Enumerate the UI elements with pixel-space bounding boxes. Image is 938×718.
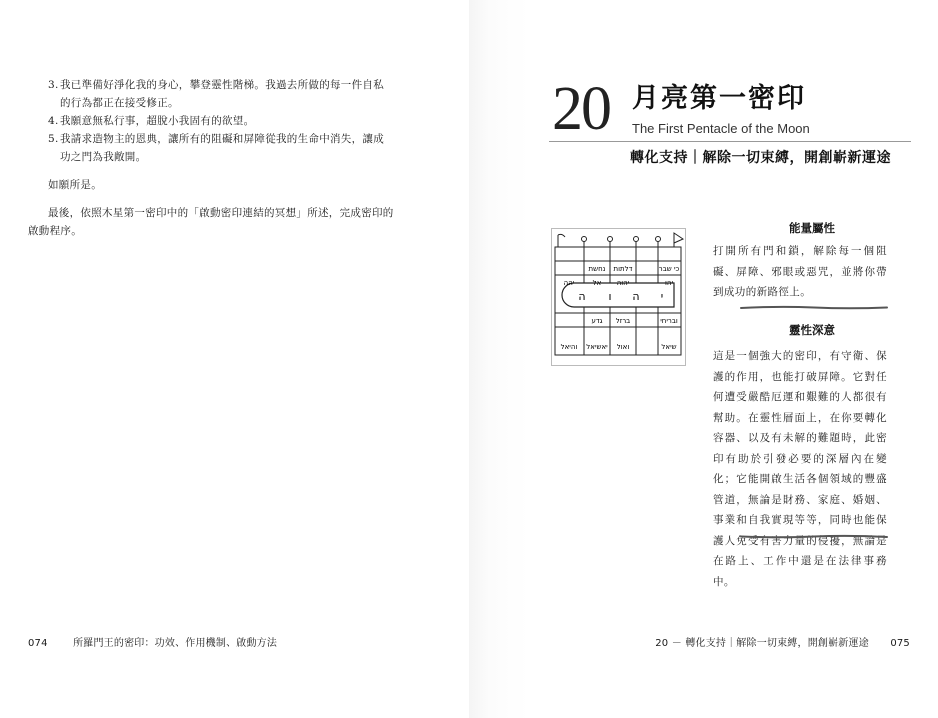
- spirit-heading: 靈性深意: [789, 323, 835, 337]
- energy-text: 打開所有門和鎖，解除每一個阻礙、屏障、邪眼或惡咒，並將你帶到成功的新路徑上。: [713, 245, 887, 298]
- pentacle-figure: [551, 228, 686, 366]
- chapter-title: 月亮第一密印: [632, 83, 806, 114]
- hebrew-word: אל: [592, 279, 602, 287]
- spirit-text: 這是一個強大的密印，有守衛、保護的作用，也能打破屏障。它對任何遭受嚴酷厄運和艱難的人都很有幫助。在靈性層面上，在你要轉化容器、以及有未解的難題時，此密印有助於引發必要的深層內在變化；它能開啟生活各個領域的豐盛管道，無論是財務、家庭、婚姻、事業和自我實現等等，同時也能保護人免受有害力量的侵擾，無論是在路上、工作中還是在法律事務中。: [713, 350, 887, 588]
- list-number: 4.: [48, 115, 59, 127]
- hebrew-word: יהה: [563, 279, 575, 287]
- brush-divider: [739, 305, 889, 310]
- numbered-list: [48, 76, 398, 166]
- footer-dash: －: [671, 638, 682, 649]
- list-line: 我請求造物主的恩典，讓所有的阻礙和屏障從我的生命中消失，讓成: [60, 133, 384, 145]
- hebrew-word: כי שבר: [658, 265, 680, 273]
- hebrew-letter: ו: [608, 290, 612, 303]
- chapter-subtitle: The First Pentacle of the Moon: [632, 121, 810, 136]
- footer-title: 轉化支持｜解除一切束縛，開創嶄新運途: [685, 638, 869, 649]
- hebrew-word: יאשיאל: [586, 343, 608, 351]
- list-line: 我已準備好淨化我的身心，攀登靈性階梯。我過去所做的每一件自私: [60, 79, 384, 91]
- affirmation-paragraph: 如願所是。: [48, 179, 102, 191]
- energy-heading: 能量屬性: [789, 221, 835, 235]
- pentacle-diagram: [552, 229, 685, 365]
- hebrew-letter: ה: [578, 290, 586, 303]
- list-line: 我願意無私行事，超脫小我固有的欲望。: [60, 115, 255, 127]
- hebrew-word: ברזל: [615, 317, 631, 325]
- hebrew-word: שיאל: [661, 343, 677, 351]
- page-number: 074: [28, 638, 48, 649]
- closing-paragraph: 最後，依照木星第一密印中的「啟動密印連結的冥想」所述，完成密印的啟動程序。: [28, 207, 394, 237]
- hebrew-word: נחשת: [588, 265, 606, 273]
- list-line: 功之門為我敞開。: [60, 151, 147, 163]
- chapter-tagline: 轉化支持｜解除一切束縛，開創嶄新運途: [630, 150, 891, 166]
- hebrew-word: ובריחי: [660, 317, 678, 325]
- hebrew-word: ואול: [616, 343, 630, 351]
- hebrew-letter: י: [660, 290, 664, 303]
- hebrew-word: יהוה: [616, 279, 630, 287]
- hebrew-letter: ה: [632, 290, 640, 303]
- hebrew-word: דלתות: [613, 265, 633, 273]
- brush-divider: [739, 534, 889, 539]
- list-line: 的行為都正在接受修正。: [60, 97, 179, 109]
- list-item: [48, 130, 398, 166]
- chapter-ref: 20: [655, 638, 669, 649]
- book-title: 所羅門王的密印：功效、作用機制、啟動方法: [73, 638, 278, 649]
- right-page: [469, 0, 938, 718]
- hebrew-word: והיאל: [560, 343, 578, 351]
- header-divider: [549, 141, 911, 142]
- left-footer: [28, 634, 277, 649]
- list-item: [48, 76, 398, 112]
- list-number: 5.: [48, 133, 59, 145]
- chapter-number: 20: [552, 75, 610, 143]
- list-number: 3.: [48, 79, 59, 91]
- hebrew-word: גדע: [591, 317, 603, 325]
- page-number: 075: [890, 638, 910, 649]
- right-footer: [655, 634, 910, 649]
- hebrew-word: יהו: [664, 279, 674, 287]
- list-item: [48, 112, 398, 130]
